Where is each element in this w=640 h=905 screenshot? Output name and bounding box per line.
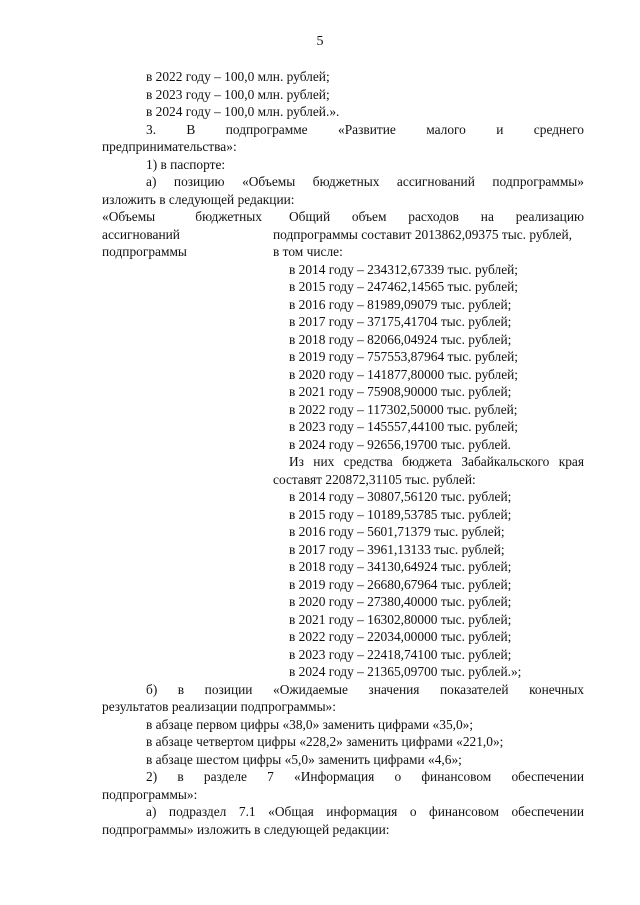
total-year-line: в 2018 году – 82066,04924 тыс. рублей;	[289, 331, 512, 347]
regional-year-line: в 2020 году – 27380,40000 тыс. рублей;	[289, 594, 512, 609]
document-body	[102, 68, 584, 838]
total-year-line: в 2019 году – 757553,87964 тыс. рублей;	[289, 349, 519, 364]
text-line: в 2024 году – 100,0 млн. рублей.».	[146, 104, 340, 119]
total-year-line: в 2022 году – 117302,50000 тыс. рублей;	[289, 401, 518, 417]
passport-label-line: «Объемы бюджетных	[102, 209, 262, 224]
text-line: в 2022 году – 100,0 млн. рублей;	[146, 69, 330, 84]
text-line: а) подраздел 7.1 «Общая информация о финансовом обеспечении	[146, 804, 584, 819]
total-year-line: в 2023 году – 145557,44100 тыс. рублей;	[289, 419, 519, 434]
total-year-line: в 2021 году – 75908,90000 тыс. рублей;	[289, 384, 512, 399]
text-line: подпрограммы» изложить в следующей редакции:	[102, 821, 390, 837]
total-year-line: в 2017 году – 37175,41704 тыс. рублей;	[289, 314, 512, 329]
text-line: 2) в разделе 7 «Информация о финансовом обеспечении	[146, 769, 584, 784]
regional-year-line: в 2015 году – 10189,53785 тыс. рублей;	[289, 506, 512, 522]
text-line: в абзаце первом цифры «38,0» заменить цифрами «35,0»;	[146, 716, 474, 732]
passport-table	[102, 208, 584, 681]
regional-year-line: в 2014 году – 30807,56120 тыс. рублей;	[289, 489, 512, 504]
total-year-line: в 2016 году – 81989,09079 тыс. рублей;	[289, 296, 512, 312]
regional-year-line: в 2023 году – 22418,74100 тыс. рублей;	[289, 646, 512, 662]
regional-year-line: в 2016 году – 5601,71379 тыс. рублей;	[289, 524, 505, 539]
text-line: изложить в следующей редакции:	[102, 191, 295, 207]
passport-label-line: подпрограммы	[102, 244, 187, 259]
text-line: в абзаце четвертом цифры «228,2» заменить цифрами «221,0»;	[146, 734, 504, 749]
text-line: 1) в паспорте:	[146, 156, 226, 172]
passport-label-cell	[102, 208, 262, 261]
text-line: в 2023 году – 100,0 млн. рублей;	[146, 86, 330, 102]
regional-year-line: в 2018 году – 34130,64924 тыс. рублей;	[289, 559, 512, 574]
regional-year-line: в 2017 году – 3961,13133 тыс. рублей;	[289, 541, 505, 557]
regional-year-line: в 2022 году – 22034,00000 тыс. рублей;	[289, 629, 512, 644]
total-line: в том числе:	[273, 244, 343, 259]
total-line: подпрограммы составит 2013862,09375 тыс. рублей,	[273, 226, 573, 242]
total-year-line: в 2024 году – 92656,19700 тыс. рублей.	[289, 436, 511, 452]
text-line: б) в позиции «Ожидаемые значения показателей конечных	[146, 681, 584, 697]
regional-year-line: в 2019 году – 26680,67964 тыс. рублей;	[289, 576, 512, 592]
text-line: результатов реализации подпрограммы»:	[102, 699, 336, 714]
passport-value-cell	[273, 208, 584, 681]
text-line: а) позицию «Объемы бюджетных ассигнований подпрограммы»	[146, 174, 584, 189]
total-year-line: в 2020 году – 141877,80000 тыс. рублей;	[289, 366, 519, 382]
text-line: подпрограммы»:	[102, 786, 198, 802]
regional-year-line: в 2024 году – 21365,09700 тыс. рублей.»;	[289, 664, 522, 679]
regional-line: составят 220872,31105 тыс. рублей:	[273, 471, 476, 487]
page-number: 5	[316, 34, 324, 49]
total-year-line: в 2014 году – 234312,67339 тыс. рублей;	[289, 261, 519, 277]
text-line: в абзаце шестом цифры «5,0» заменить цифрами «4,6»;	[146, 751, 462, 767]
regional-line: Из них средства бюджета Забайкальского края	[289, 454, 584, 469]
text-line: предпринимательства»:	[102, 139, 237, 154]
text-line: 3. В подпрограмме «Развитие малого и среднего	[146, 121, 584, 137]
total-line: Общий объем расходов на реализацию	[289, 209, 584, 224]
passport-label-line: ассигнований	[102, 226, 180, 242]
regional-year-line: в 2021 году – 16302,80000 тыс. рублей;	[289, 611, 512, 627]
total-year-line: в 2015 году – 247462,14565 тыс. рублей;	[289, 279, 519, 294]
